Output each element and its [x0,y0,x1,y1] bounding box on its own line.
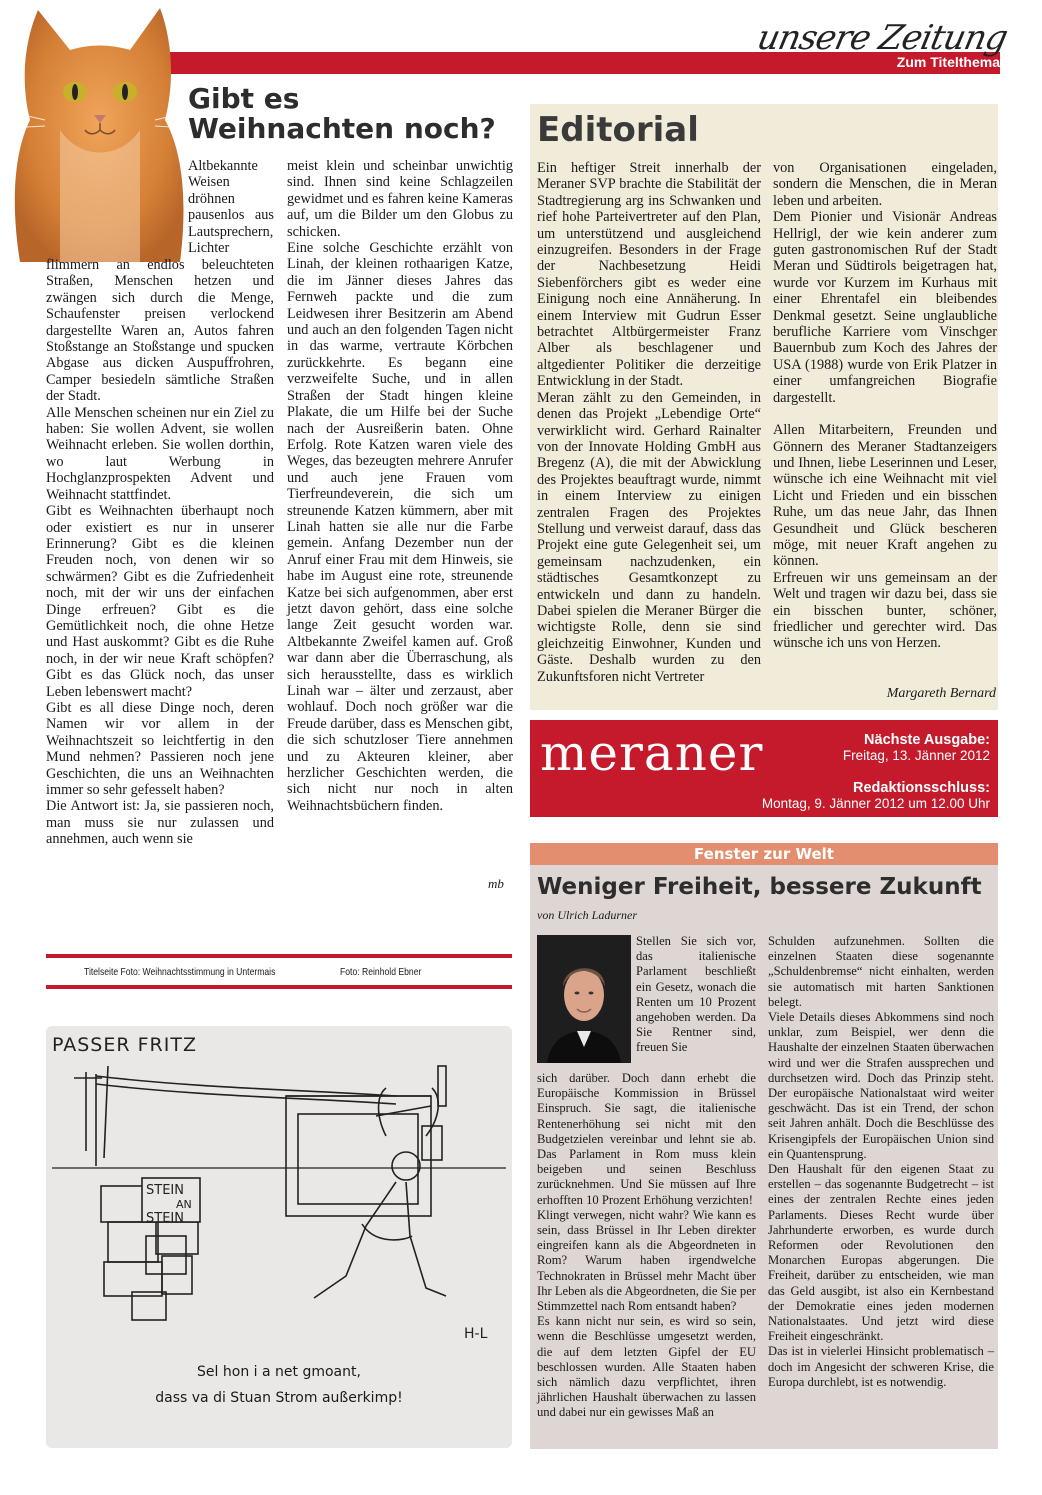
cartoon-title: PASSER FRITZ [52,1034,197,1056]
cartoon-sign-line: STEIN [146,1183,184,1198]
author-portrait [537,935,631,1063]
meraner-logo: meraner [540,724,764,782]
fenster-paragraph: Es kann nicht nur sein, es wird so sein, wenn die Beschlüsse umgesetzt werden, die auf dem letzten Gipfel der EU beschlossen wurden. Alle Staaten haben sich nämlich dazu verpflichtet, ihren jährlichen Haushalt überwachen zu lassen und dabei nur ein gewisses Maß an [537,1314,756,1420]
article-title [188,84,518,144]
editorial-paragraph: Meran zählt zu den Gemeinden, in denen das Projekt „Lebendige Orte“ verwirklicht wird. Gerhard Rainalter von der Innovate Holding GmbH aus Bregenz (A), die mit der Abwicklung des Projektes beauftragt wurde, nimmt in einem Interview zu einigen zentralen Fragen des Projektes Stellung und verweist darauf, dass das Projekt eine gute Gelegenheit sei, um gemeinsam nachzudenken, ein städtisches Gesamtkonzept zu entwickeln und dann zu handeln. Dabei spielen die Meraner Bürger die wichtigste Rolle, denn sie sind gleichzeitig Einwohner, Kunden und Gäste. Deshalb wurden zu den Zukunftsforen nicht Vertreter [537,389,761,685]
fenster-header: Fenster zur Welt [530,843,998,865]
editorial-paragraph: Ein heftiger Streit innerhalb der Meraner SVP brachte die Stabilität der Stadtregierung arg ins Schwanken und rief hohe Parteivertreter auf den Plan, um unterstützend und ausgleichend einzugreifen. Besonders in der Frage der Nachbesetzung Heidi Siebenförchers gibt es weder eine Einigung noch eine Annäherung. In einem Interview mit Gudrun Esser betrachtet Altbürgermeister Franz Alber als beschlagener und altgedienter Politiker die derzeitige Entwicklung in der Stadt. [537,160,761,390]
article-column-right [287,158,513,814]
deadline-date: Montag, 9. Jänner 2012 um 12.00 Uhr [761,796,990,811]
cartoon-sign-line: AN [176,1198,192,1211]
article-title-line: Gibt es [188,82,300,115]
editorial-paragraph: Allen Mitarbeitern, Freunden und Gönnern des Meraner Stadtanzeigers und Ihnen, liebe Leserinnen und Leser, wünsche ich eine Weihnacht mit viel Licht und Frieden und ein bisschen Ruhe, um das neue Jahr, das Ihnen Gesundheit und Glück bescheren möge, mit neuer Kraft angehen zu können. [773,422,997,570]
editorial-title: Editorial [537,110,699,150]
article-paragraph: Gibt es Weihnachten überhaupt noch oder existiert es nur in unserer Erinnerung? Gibt es die kleinen Freuden noch, von denen wir so schwärmen? Gibt es die Zufriedenheit noch, mit der wir uns der einfachen Dinge erfreuen? Gibt es die Gemütlichkeit noch, die ohne Hetze und Hast auskommt? Gibt es die Ruhe noch, in der wir neue Kraft schöpfen? Gibt es das Glück noch, das unser Leben lebenswert macht? [46,503,274,700]
fenster-paragraph: Schulden aufzunehmen. Sollten die einzelnen Staaten diese sogenannte „Schuldenbremse“ nicht einhalten, werden sie automatisch mit harten Sanktionen belegt. [768,934,994,1009]
cover-credit: Foto: Reinhold Ebner [340,966,422,978]
fenster-byline: von Ulrich Ladurner [537,908,637,922]
editorial-paragraph: Dem Pionier und Visionär Andreas Hellrigl, der wie kein anderer zum guten gastronomischen Ruf der Stadt Meran und Südtirols beigetragen hat, wurde vor Kurzem im Kurhaus mit einer Ehrentafel ein bleibendes Denkmal gesetzt. Seine unglaubliche berufliche Karriere vom Vinschger Bauernbub zum Koch des Jahres der USA (1988) wurde von Erik Platzer in einer umfangreichen Biografie dargestellt. [773,209,997,406]
article-paragraph: Gibt es all diese Dinge noch, deren Namen wir vor allem in der Weihnachtszeit so leichtfertig in den Mund nehmen? Passieren noch jene Geschichten, die uns an Weihnachten immer so sehr gefesselt haben? [46,699,274,798]
fenster-paragraph: Stellen Sie sich vor, das italienische Parlament beschließt ein Gesetz, wonach die Renten um 10 Prozent angehoben werden. Da Sie Rentner sind, freuen Sie [636,934,756,1055]
next-issue-date: Freitag, 13. Jänner 2012 [842,748,990,763]
cartoon-caption-line: Sel hon i a net gmoant, [197,1364,361,1380]
fenster-paragraph: Das ist in vielerlei Hinsicht problematisch – doch im Angesicht der schweren Krise, die Europa durchlebt, ist es notwendig. [768,1344,994,1389]
fenster-column-left [537,1071,756,1421]
cover-caption: Titelseite Foto: Weihnachtsstimmung in Untermais [84,966,276,978]
article-author: mb [488,876,504,891]
next-issue-label: Nächste Ausgabe: [864,732,990,748]
deadline-label: Redaktionsschluss: [853,780,990,796]
section-label: Zum Titelthema [896,54,1000,70]
editorial-paragraph: Erfreuen wir uns gemeinsam an der Welt und tragen wir dazu bei, dass sie ein bisschen bunter, schöner, friedlicher und gerechter wird. Das wünsche ich uns von Herzen. [773,569,997,652]
fenster-paragraph: Klingt verwegen, nicht wahr? Wie kann es sein, dass Brüssel in Ihr Leben direkter eingreifen kann als die Abgeordneten in Rom? Warum haben irgendwelche Technokraten in Brüssel mehr Macht über Ihr Leben als die Abgeordneten, die Sie per Stimmzettel nach Rom entsandt haben? [537,1207,756,1314]
cartoon-caption-line: dass va di Stuan Strom außerkimp! [155,1390,403,1406]
fenster-paragraph: Viele Details dieses Abkommens sind noch unklar, zum Beispiel, wer denn die Haushalte der einzelnen Staaten überwachen wird und wer die Strafen aussprechen und durchsetzen wird. Doch das Prinzip steht. Der europäische Nationalstaat wird weiter geschwächt. Das ist ein Trend, der schon seit Jahren anhält. Doch die Beschlüsse des Krisengipfels der Europäischen Union sind ein Quantensprung. [768,1010,994,1161]
article-paragraph: Die Antwort ist: Ja, sie passieren noch, man muss sie nur zulassen und annehmen, auch wenn sie [46,798,274,848]
cartoon-signature: H-L [464,1326,488,1342]
article-paragraph: Alle Menschen scheinen nur ein Ziel zu haben: Sie wollen Advent, sie wollen Weihnacht erleben. Sie wollen dorthin, wo laut Werbung in Hochglanzprospekten Advent und Weihnacht stattfindet. [46,404,274,503]
cartoon-drawing [46,1026,512,1356]
editorial-column-left [537,160,761,685]
article-title-line: Weihnachten noch? [188,112,496,145]
article-column-left [46,257,274,848]
cartoon-sign-text [146,1184,192,1226]
article-paragraph: meist klein und scheinbar unwichtig sind. Ihnen sind keine Schlagzeilen gewidmet und es fahren keine Kameras auf, um die Bilder um den Globus zu schicken. [287,158,513,240]
fenster-paragraph: Den Haushalt für den eigenen Staat zu erstellen – das sogenannte Budgetrecht – ist eines der zentralen Rechte eines jeden Parlaments. Dieses Recht wurde über Jahrhunderte erworben, es wurde durch Reformen oder Revolutionen den Monarchen Europas abgerungen. Die Freiheit, darüber zu entscheiden, wie man das Geld ausgibt, ist also ein Kernbestand der Demokratie eines jeden modernen Nationalstaates. Und jetzt wird diese Freiheit eingeschränkt. [768,1162,994,1344]
caption-divider [46,985,512,989]
cartoon-sign-line: STEIN [146,1211,184,1226]
editorial-signature: Margareth Bernard [886,686,996,701]
fenster-column-right [768,934,994,1390]
article-paragraph: Eine solche Geschichte erzählt von Linah, der kleinen rothaarigen Katze, die im Jänner dieses Jahres das Fernweh packte und die zum Leidwesen ihrer Besitzerin am Abend und auch an den folgenden Tagen nicht in das warme, vertraute Körbchen zurückkehrte. Es begann eine verzweifelte Suche, und in allen Straßen der Stadt hingen kleine Plakate, die um Hilfe bei der Suche nach der Ausreißerin baten. Ohne Erfolg. Rote Katzen waren viele des Weges, das bezeugten mehrere Anrufer und auch jene Frauen vom Tierfreundeverein, die sich um streunende Katzen kümmern, aber mit Linah hatten sie alle nur die Farbe gemein. Anfang Dezember nun der Anruf einer Frau mit dem Hinweis, sie habe im August eine rote, streunende Katze bei sich aufgenommen, aber erst jetzt davon gehört, dass eine solche lange Zeit gesucht worden war. Altbekannte Zweifel kamen auf. Groß war dann aber die Überraschung, als sich herausstellte, dass es wirklich Linah war – älter und zerzaust, aber wohlauf. Doch noch größer war die Freude darüber, dass es Menschen gibt, die sich schutzloser Tiere annehmen und zu Akteuren kleiner, aber herzlicher Geschichten werden, die sich nicht nur noch in alten Weihnachtsbüchern finden. [287,240,513,814]
masthead-logo: unsere Zeitung [753,18,1011,58]
cat-photo [0,0,190,262]
caption-divider [46,954,512,958]
editorial-paragraph: von Organisationen eingeladen, sondern die Menschen, die in Meran leben und arbeiten. [773,160,997,209]
fenster-column-intro [636,934,756,1056]
article-paragraph: Altbekannte Weisen dröhnen pausenlos aus Lautsprechern, Lichter [188,158,274,257]
editorial-column-right [773,160,997,652]
article-paragraph: flimmern an endlos beleuchteten Straßen, Menschen hetzen und zwängen sich durch die Menge, Schaufenster preisen verlockend dargestellte Waren an, Autos fahren Stoßstange an Stoßstange und spucken Abgase aus dicken Auspuffrohren, Camper besiedeln sämtliche Straßen der Stadt. [46,257,274,405]
fenster-title: Weniger Freiheit, bessere Zukunft [537,874,982,900]
article-column-intro [188,158,274,256]
fenster-paragraph: sich darüber. Doch dann erhebt die Europäische Kommission in Brüssel Einspruch. Sie sagt, die italienische Rentenerhöhung sei nicht mit den Budgetzielen vereinbar und lehnt sie ab. Das Parlament in Rom muss klein beigeben und seinen Beschluss zurücknehmen. Und Sie müssen auf Ihre erhofften 10 Prozent Erhöhung verzichten! [537,1071,756,1207]
